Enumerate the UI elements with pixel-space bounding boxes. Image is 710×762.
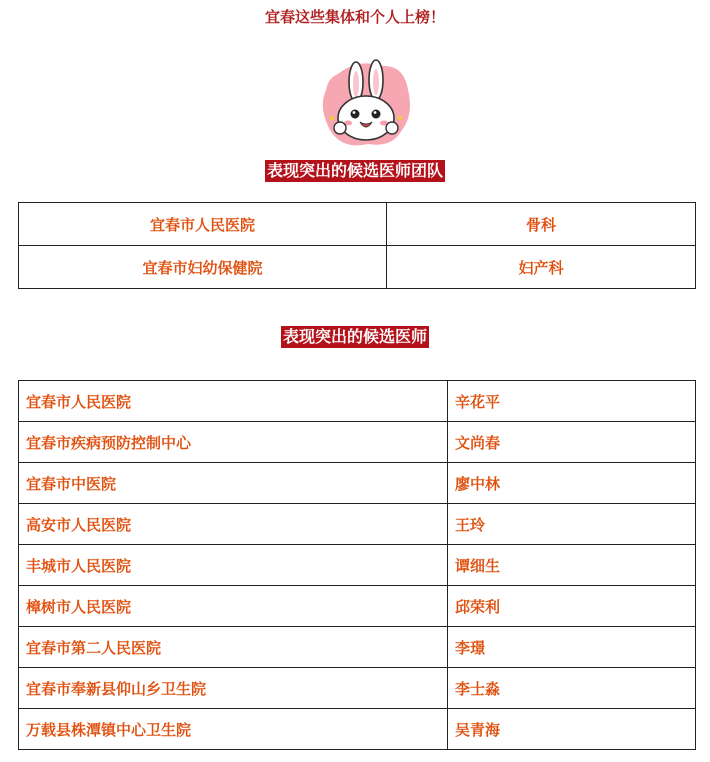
doctor-institution-cell: 高安市人民医院: [19, 504, 448, 545]
doctors-section-heading: [0, 326, 710, 348]
doctor-institution-cell: 宜春市奉新县仰山乡卫生院: [19, 668, 448, 709]
doctor-name-cell: 谭细生: [448, 545, 696, 586]
teams-table: [18, 202, 696, 289]
page-title: 宜春这些集体和个人上榜！: [264, 8, 445, 26]
table-row: [19, 545, 696, 586]
table-row: [19, 586, 696, 627]
teams-heading-text: 表现突出的候选医师团队: [266, 161, 443, 180]
doctor-institution-cell: 万载县株潭镇中心卫生院: [19, 709, 448, 750]
team-department-cell: 妇产科: [387, 246, 696, 289]
doctor-institution-cell: 宜春市中医院: [19, 463, 448, 504]
bunny-mascot-icon: [318, 56, 412, 152]
doctor-institution-cell: 宜春市疾病预防控制中心: [19, 422, 448, 463]
doctor-institution-cell: 宜春市人民医院: [19, 381, 448, 422]
team-department-cell: 骨科: [387, 203, 696, 246]
team-hospital-cell: 宜春市妇幼保健院: [19, 246, 387, 289]
table-row: [19, 203, 696, 246]
table-row: [19, 627, 696, 668]
doctors-heading-text: 表现突出的候选医师: [282, 327, 427, 346]
doctor-name-cell: 邱荣利: [448, 586, 696, 627]
table-row: [19, 668, 696, 709]
doctor-institution-cell: 宜春市第二人民医院: [19, 627, 448, 668]
doctor-name-cell: 文尚春: [448, 422, 696, 463]
doctors-table: [18, 380, 696, 750]
table-row: [19, 504, 696, 545]
teams-section-heading: [0, 160, 710, 182]
doctor-institution-cell: 樟树市人民医院: [19, 586, 448, 627]
team-hospital-cell: 宜春市人民医院: [19, 203, 387, 246]
table-row: [19, 381, 696, 422]
doctor-name-cell: 李璟: [448, 627, 696, 668]
table-row: [19, 246, 696, 289]
table-row: [19, 709, 696, 750]
doctor-name-cell: 辛花平: [448, 381, 696, 422]
table-row: [19, 463, 696, 504]
table-row: [19, 422, 696, 463]
doctor-institution-cell: 丰城市人民医院: [19, 545, 448, 586]
doctor-name-cell: 廖中林: [448, 463, 696, 504]
doctor-name-cell: 李士淼: [448, 668, 696, 709]
doctor-name-cell: 王玲: [448, 504, 696, 545]
doctor-name-cell: 吴青海: [448, 709, 696, 750]
